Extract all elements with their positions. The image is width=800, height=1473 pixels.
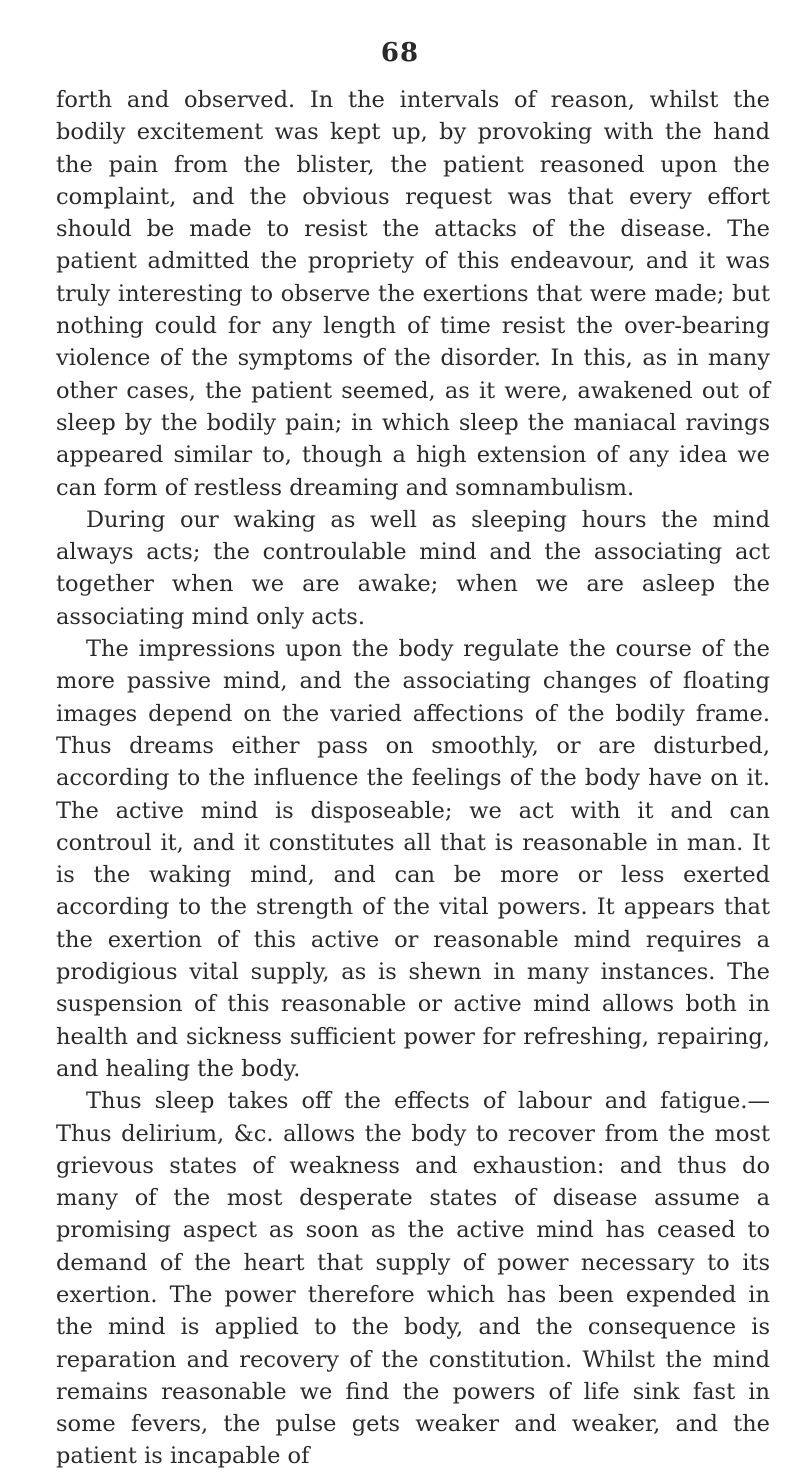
body-text: [56, 84, 770, 1473]
paragraph-3: The impressions upon the body regulate the course of the more passive mind, and the associating changes of floating images depend on the varied affections of the bodily frame. Thus dreams either pass on smoothly, or are disturbed, according to the influence the feelings of the body have on it. The active mind is disposeable; we act with it and can controul it, and it constitutes all that is reasonable in man. It is the waking mind, and can be more or less exerted according to the strength of the vital powers. It appears that the exertion of this active or reasonable mind requires a prodigious vital supply, as is shewn in many instances. The suspension of this reasonable or active mind allows both in health and sickness sufficient power for refreshing, repairing, and healing the body.: [56, 636, 770, 1082]
paragraph-4: Thus sleep takes off the effects of labour and fatigue.— Thus delirium, &c. allows the body to recover from the most grievous states of weakness and exhaustion: and thus do many of the most desperate states of disease assume a promising aspect as soon as the active mind has ceased to demand of the heart that supply of power necessary to its exertion. The power therefore which has been expended in the mind is applied to the body, and the consequence is reparation and recovery of the constitution. Whilst the mind remains reasonable we find the powers of life sink fast in some fevers, the pulse gets weaker and weaker, and the patient is incapable of: [56, 1088, 770, 1470]
page-number: 68: [380, 38, 420, 68]
paragraph-2: During our waking as well as sleeping hours the mind always acts; the controulable mind and the associating act together when we are awake; when we are asleep the associating mind only acts.: [56, 506, 770, 630]
paragraph-1: forth and observed. In the intervals of reason, whilst the bodily excitement was kept up, by provoking with the hand the pain from the blister, the patient reasoned upon the complaint, and the obvious request was that every effort should be made to resist the attacks of the disease. The patient admitted the propriety of this endeavour, and it was truly interesting to observe the exertions that were made; but nothing could for any length of time resist the over-bearing violence of the symptoms of the disorder. In this, as in many other cases, the patient seemed, as it were, awakened out of sleep by the bodily pain; in which sleep the maniacal ravings appeared similar to, though a high extension of any idea we can form of restless dreaming and somnambulism.: [56, 87, 770, 501]
